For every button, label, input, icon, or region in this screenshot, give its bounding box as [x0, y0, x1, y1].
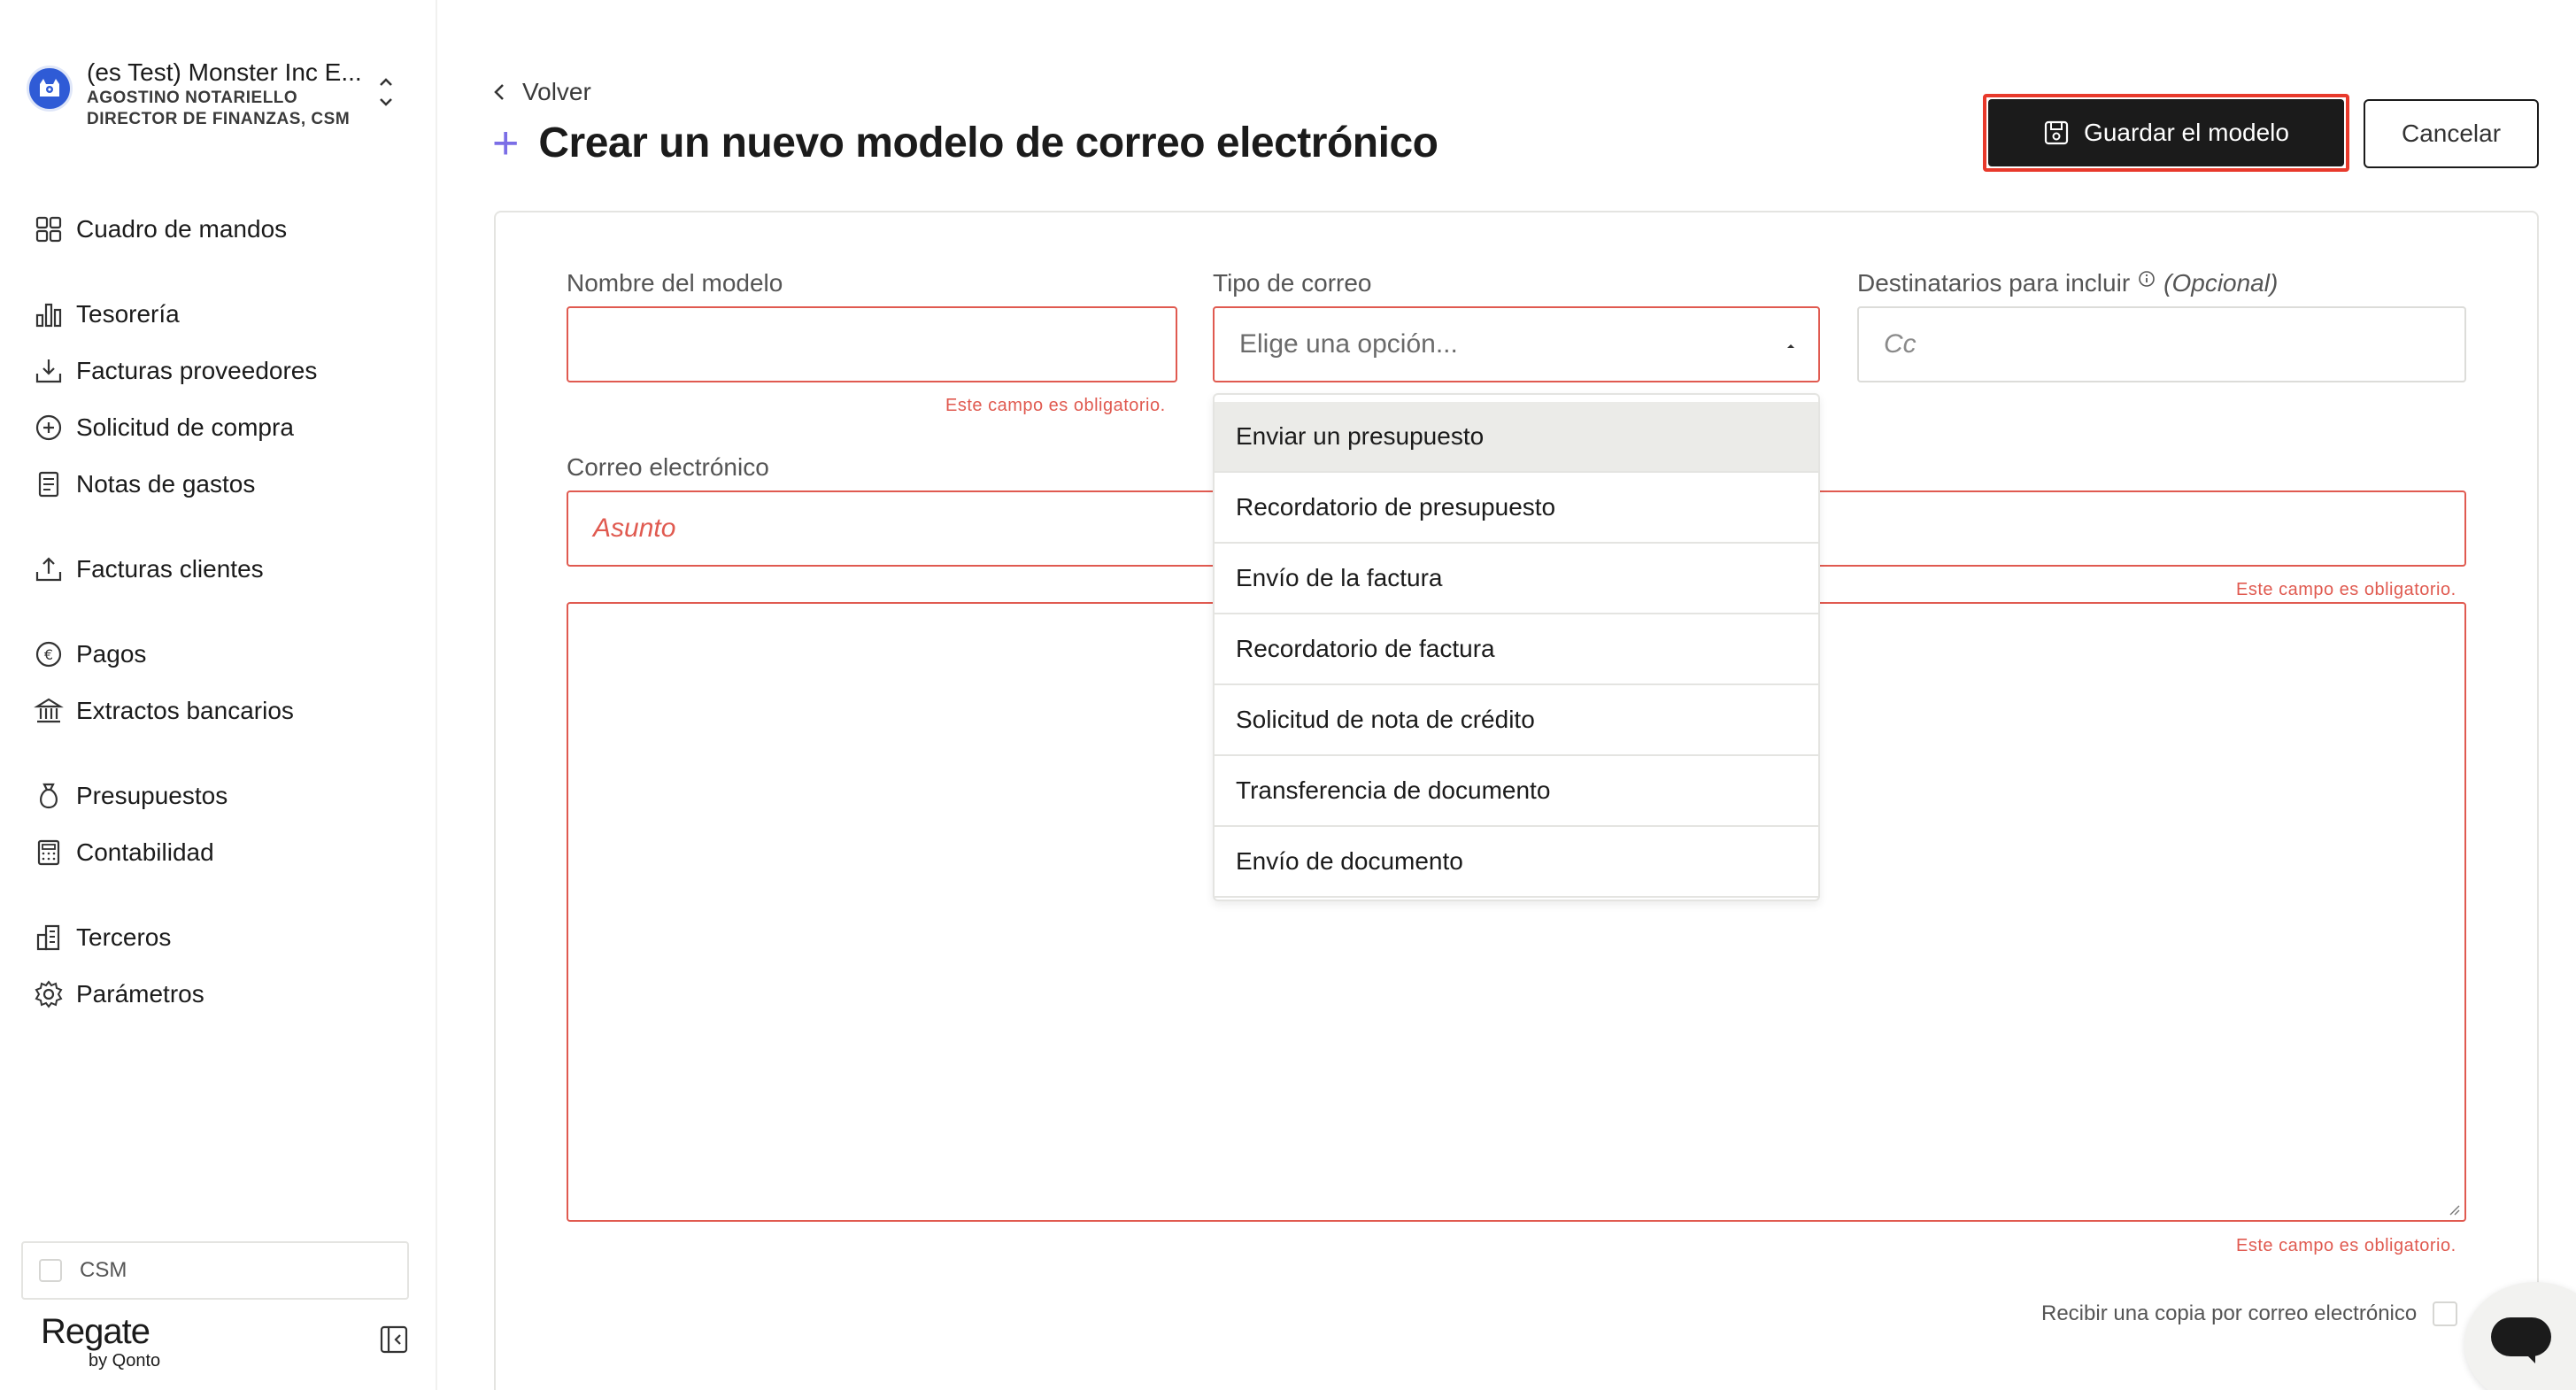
chat-bubble-icon — [2491, 1317, 2551, 1356]
nav-payments[interactable] — [34, 637, 146, 672]
calculator-icon — [34, 838, 64, 868]
cc-placeholder: Cc — [1884, 329, 1917, 359]
copy-option[interactable] — [2041, 1301, 2457, 1326]
nav-third-parties-label: Terceros — [76, 923, 172, 951]
nav-dashboard-label: Cuadro de mandos — [76, 215, 288, 243]
nav-third-parties[interactable] — [34, 920, 171, 955]
org-user: AGOSTINO NOTARIELLO — [87, 89, 298, 107]
nav-client-invoices[interactable] — [34, 552, 264, 587]
euro-circle-icon — [34, 639, 64, 669]
email-label: Correo electrónico — [567, 453, 769, 481]
dropdown-option[interactable]: Recordatorio de factura — [1215, 614, 1818, 685]
buildings-icon — [34, 923, 64, 953]
upload-tray-icon — [34, 554, 64, 584]
csm-label: CSM — [80, 1258, 127, 1282]
save-model-button[interactable] — [1988, 99, 2344, 166]
dropdown-option[interactable]: Enviar un presupuesto — [1215, 402, 1818, 473]
brand-name: Regate — [41, 1312, 150, 1351]
resize-handle-icon[interactable] — [2449, 1204, 2461, 1216]
nav-bank-statements[interactable] — [34, 693, 294, 729]
recipients-label-text: Destinatarios para incluir — [1857, 269, 2131, 297]
nav-dashboard[interactable] — [34, 212, 287, 247]
mail-type-label: Tipo de correo — [1213, 269, 1372, 297]
subject-error: Este campo es obligatorio. — [2236, 580, 2456, 599]
nav-settings[interactable] — [34, 977, 204, 1012]
chevron-up-down-icon[interactable] — [375, 71, 397, 113]
nav-payments-label: Pagos — [76, 640, 147, 668]
bank-icon — [34, 696, 64, 726]
plus-icon: + — [492, 117, 520, 169]
dropdown-option[interactable]: Transferencia de documento — [1215, 756, 1818, 827]
download-tray-icon — [34, 356, 64, 386]
chevron-left-icon — [492, 81, 506, 103]
org-name: (es Test) Monster Inc E... — [87, 58, 362, 86]
page-title — [492, 119, 1438, 167]
csm-checkbox[interactable] — [39, 1259, 62, 1282]
bar-chart-icon — [34, 299, 64, 329]
model-name-input[interactable] — [567, 306, 1177, 382]
cancel-button[interactable]: Cancelar — [2364, 99, 2539, 168]
copy-label: Recibir una copia por correo electrónico — [2041, 1301, 2418, 1325]
info-icon[interactable] — [2137, 269, 2156, 289]
brand-logo — [41, 1312, 161, 1371]
back-link[interactable] — [492, 78, 591, 106]
nav-purchase-request[interactable] — [34, 410, 294, 445]
nav-treasury[interactable] — [34, 297, 180, 332]
body-error: Este campo es obligatorio. — [2236, 1236, 2456, 1255]
mail-type-dropdown — [1213, 393, 1820, 901]
nav-accounting[interactable] — [34, 835, 214, 870]
subject-placeholder: Asunto — [593, 514, 676, 543]
nav-bank-statements-label: Extractos bancarios — [76, 697, 294, 724]
nav-budgets-label: Presupuestos — [76, 782, 228, 809]
sidebar — [0, 0, 437, 1390]
back-label: Volver — [522, 78, 591, 105]
dashboard-icon — [34, 214, 64, 244]
receipt-icon — [34, 469, 64, 499]
nav-supplier-invoices-label: Facturas proveedores — [76, 357, 318, 384]
nav-supplier-invoices[interactable] — [34, 353, 317, 389]
org-avatar — [27, 66, 73, 112]
nav-budgets[interactable] — [34, 778, 228, 814]
gear-icon — [34, 979, 64, 1009]
page-title-text: Crear un nuevo modelo de correo electrónico — [538, 120, 1438, 166]
cc-input[interactable] — [1857, 306, 2466, 382]
nav-expense-notes-label: Notas de gastos — [76, 470, 256, 498]
mail-type-select[interactable] — [1213, 306, 1820, 382]
copy-checkbox[interactable] — [2433, 1301, 2457, 1326]
recipients-label — [1857, 269, 2278, 297]
monster-logo-icon — [36, 77, 63, 100]
recipients-optional: (Opcional) — [2163, 269, 2279, 297]
org-switcher[interactable] — [23, 58, 413, 138]
brand-sub: by Qonto — [89, 1351, 161, 1371]
dropdown-option[interactable]: Solicitud de nota de crédito — [1215, 685, 1818, 756]
collapse-sidebar-icon[interactable] — [379, 1324, 409, 1355]
plus-circle-icon — [34, 413, 64, 443]
dropdown-option[interactable]: Recordatorio de presupuesto — [1215, 473, 1818, 544]
csm-filter[interactable] — [21, 1241, 409, 1300]
nav-client-invoices-label: Facturas clientes — [76, 555, 264, 583]
org-role: DIRECTOR DE FINANZAS, CSM — [87, 110, 351, 128]
svg-text:€: € — [43, 646, 54, 663]
save-model-label: Guardar el modelo — [2084, 119, 2289, 146]
model-name-label: Nombre del modelo — [567, 269, 783, 297]
money-bag-icon — [34, 781, 64, 811]
nav-treasury-label: Tesorería — [76, 300, 180, 328]
nav-purchase-request-label: Solicitud de compra — [76, 413, 294, 441]
dropdown-option[interactable]: Envío de documento — [1215, 827, 1818, 898]
model-name-error: Este campo es obligatorio. — [945, 396, 1166, 415]
chat-tail-icon — [2523, 1351, 2535, 1363]
nav-settings-label: Parámetros — [76, 980, 204, 1008]
mail-type-placeholder: Elige una opción... — [1239, 329, 1458, 359]
caret-up-icon — [1785, 340, 1797, 352]
nav-expense-notes[interactable] — [34, 467, 255, 502]
nav-accounting-label: Contabilidad — [76, 838, 214, 866]
floppy-disk-icon — [2043, 120, 2070, 146]
dropdown-option[interactable]: Envío de la factura — [1215, 544, 1818, 614]
